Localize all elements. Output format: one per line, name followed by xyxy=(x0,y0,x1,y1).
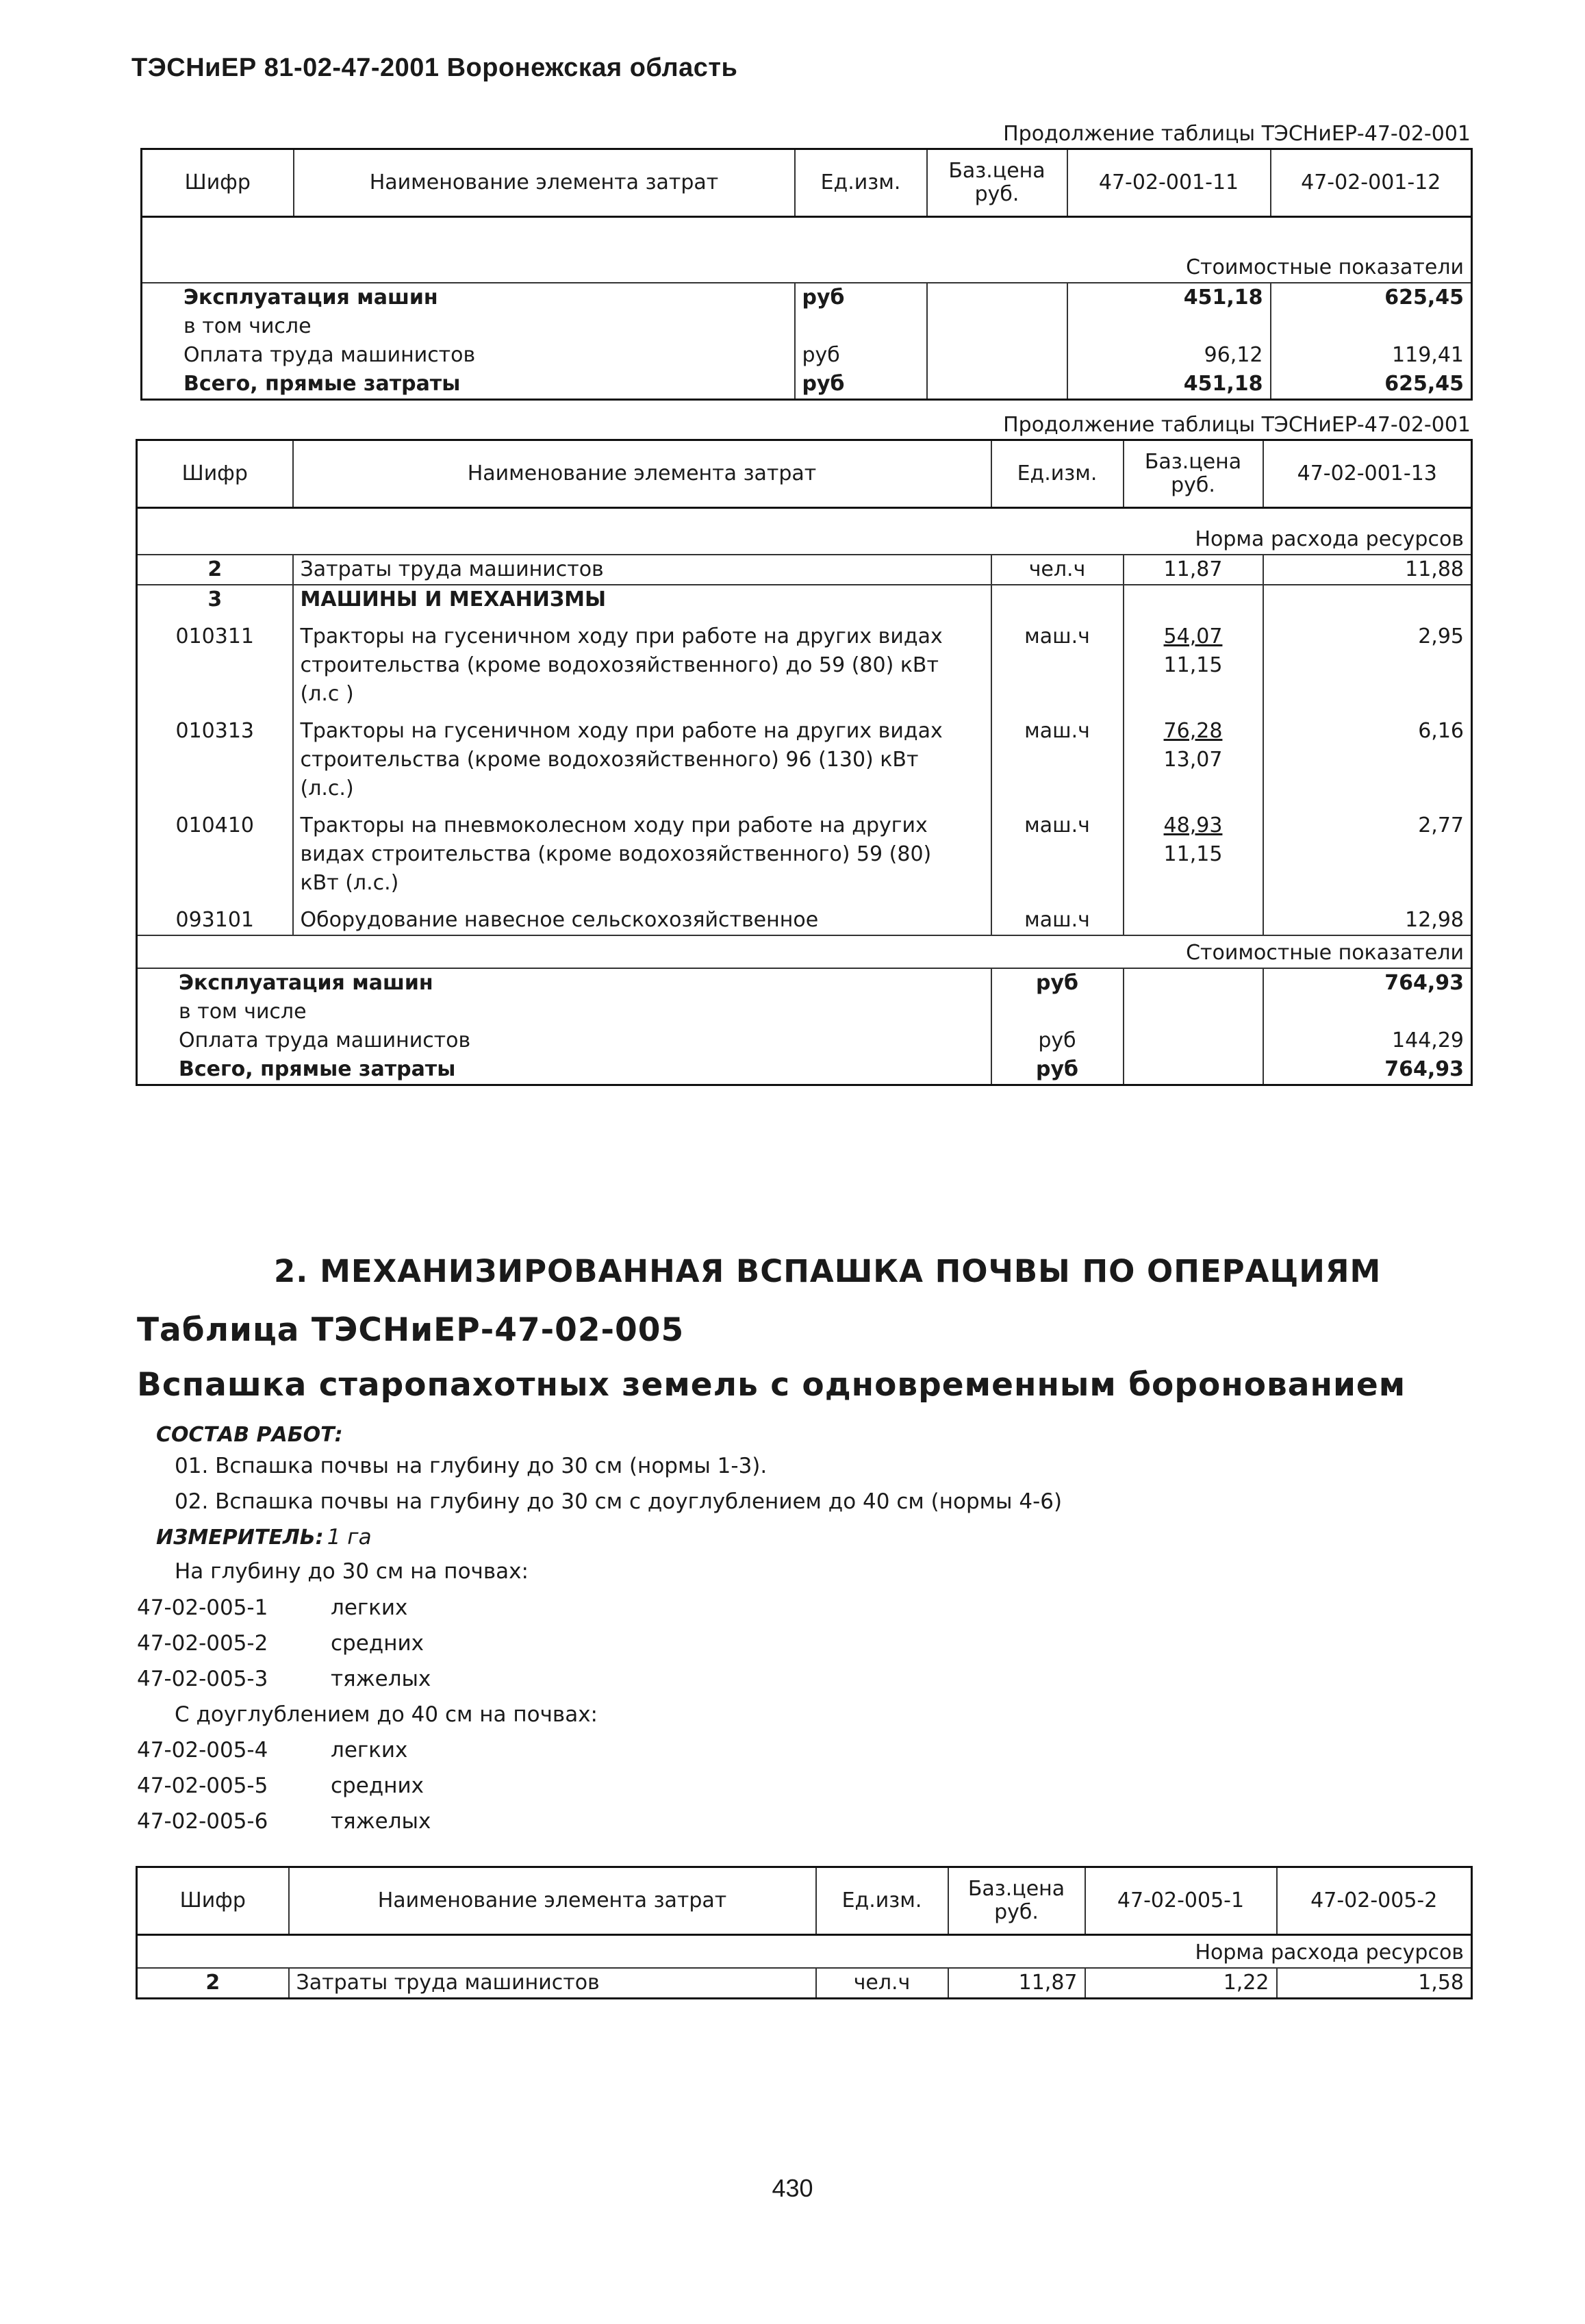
col-header-norm-12: 47-02-001-12 xyxy=(1271,149,1472,217)
table-47-02-001-part2 xyxy=(136,439,1473,1086)
norm-code: 47-02-005-2 xyxy=(137,1631,268,1656)
norm-soil: средних xyxy=(331,1631,424,1656)
table-row: в том числе xyxy=(137,998,1472,1026)
table-row: 010313 Тракторы на гусеничном ходу при работе на других видах строительства (кроме водохозяйственного) 96 (130) кВт (л.с.) маш.ч 76,28 13,07 6,16 xyxy=(137,709,1472,803)
norm-soil: тяжелых xyxy=(331,1667,431,1691)
col-header-base-price: Баз.цена руб. xyxy=(948,1867,1085,1935)
table-row: 010410 Тракторы на пневмоколесном ходу при работе на других видах строительства (кроме водохозяйственного) 59 (80) кВт (л.с.) маш.ч 48,93 11,15 2,77 xyxy=(137,803,1472,898)
works-item: 01. Вспашка почвы на глубину до 30 см (нормы 1-3). xyxy=(175,1454,768,1478)
col-header-norm-1: 47-02-005-1 xyxy=(1085,1867,1277,1935)
continuation-label: Продолжение таблицы ТЭСНиЕР-47-02-001 xyxy=(1003,413,1471,437)
col-header-name: Наименование элемента затрат xyxy=(294,149,795,217)
works-label: СОСТАВ РАБОТ: xyxy=(156,1423,343,1447)
col-header-base-price: Баз.цена руб. xyxy=(1124,440,1263,508)
norm-code: 47-02-005-3 xyxy=(137,1667,268,1691)
meter-value: 1 га xyxy=(327,1525,372,1550)
norm-soil: легких xyxy=(331,1595,408,1620)
col-header-norm-13: 47-02-001-13 xyxy=(1263,440,1472,508)
norm-soil: тяжелых xyxy=(331,1809,431,1834)
col-header-norm-2: 47-02-005-2 xyxy=(1277,1867,1472,1935)
section-cost-indicators: Стоимостные показатели xyxy=(137,935,1472,968)
norm-code: 47-02-005-1 xyxy=(137,1595,268,1620)
section-cost-indicators: Стоимостные показатели xyxy=(142,251,1472,283)
continuation-label: Продолжение таблицы ТЭСНиЕР-47-02-001 xyxy=(1003,122,1471,146)
works-item: 02. Вспашка почвы на глубину до 30 см с доуглублением до 40 см (нормы 4-6) xyxy=(175,1489,1063,1514)
section-resource-norms: Норма расхода ресурсов xyxy=(137,1935,1472,1969)
norm-soil: средних xyxy=(331,1773,424,1798)
col-header-name: Наименование элемента затрат xyxy=(289,1867,816,1935)
col-header-unit: Ед.изм. xyxy=(795,149,927,217)
table-row: Эксплуатация машин руб 764,93 xyxy=(137,968,1472,998)
col-header-unit: Ед.изм. xyxy=(816,1867,948,1935)
page-number: 430 xyxy=(772,2174,813,2202)
col-header-base-price: Баз.цена руб. xyxy=(927,149,1067,217)
section-resource-norms: Норма расхода ресурсов xyxy=(137,522,1472,555)
table-row: Эксплуатация машин руб 451,18 625,45 xyxy=(142,283,1472,312)
table-title: Таблица ТЭСНиЕР-47-02-005 xyxy=(137,1311,685,1349)
table-47-02-005 xyxy=(136,1866,1473,1999)
table-row: Оплата труда машинистов руб 144,29 xyxy=(137,1026,1472,1055)
col-header-code: Шифр xyxy=(142,149,294,217)
col-header-code: Шифр xyxy=(137,440,293,508)
depth-40-heading: С доуглублением до 40 см на почвах: xyxy=(175,1702,598,1727)
col-header-name: Наименование элемента затрат xyxy=(293,440,991,508)
table-row: Всего, прямые затраты руб 764,93 xyxy=(137,1055,1472,1085)
norm-code: 47-02-005-6 xyxy=(137,1809,268,1834)
meter xyxy=(156,1525,372,1550)
col-header-norm-11: 47-02-001-11 xyxy=(1067,149,1271,217)
table-row: 2 Затраты труда машинистов чел.ч 11,87 1,22 1,58 xyxy=(137,1968,1472,1999)
table-row: 010311 Тракторы на гусеничном ходу при работе на других видах строительства (кроме водохозяйственного) до 59 (80) кВт (л.с ) маш.ч 54,07 11,15 2,95 xyxy=(137,614,1472,709)
norm-soil: легких xyxy=(331,1738,408,1763)
meter-label: ИЗМЕРИТЕЛЬ: xyxy=(156,1526,324,1550)
col-header-unit: Ед.изм. xyxy=(991,440,1124,508)
table-row: 2 Затраты труда машинистов чел.ч 11,87 11,88 xyxy=(137,555,1472,585)
table-subtitle: Вспашка старопахотных земель с одновременным боронованием xyxy=(137,1366,1406,1404)
table-row: 3 МАШИНЫ И МЕХАНИЗМЫ xyxy=(137,585,1472,614)
table-47-02-001-part1 xyxy=(140,148,1473,401)
table-row: 093101 Оборудование навесное сельскохозяйственное маш.ч 12,98 xyxy=(137,898,1472,935)
norm-code: 47-02-005-5 xyxy=(137,1773,268,1798)
table-row: Оплата труда машинистов руб 96,12 119,41 xyxy=(142,341,1472,370)
table-row: в том числе xyxy=(142,312,1472,341)
table-row: Всего, прямые затраты руб 451,18 625,45 xyxy=(142,370,1472,400)
depth-30-heading: На глубину до 30 см на почвах: xyxy=(175,1559,529,1584)
norm-code: 47-02-005-4 xyxy=(137,1738,268,1763)
section-title: 2. МЕХАНИЗИРОВАННАЯ ВСПАШКА ПОЧВЫ ПО ОПЕРАЦИЯМ xyxy=(274,1253,1382,1289)
page-header: ТЭСНиЕР 81-02-47-2001 Воронежская область xyxy=(131,53,738,82)
col-header-code: Шифр xyxy=(137,1867,289,1935)
